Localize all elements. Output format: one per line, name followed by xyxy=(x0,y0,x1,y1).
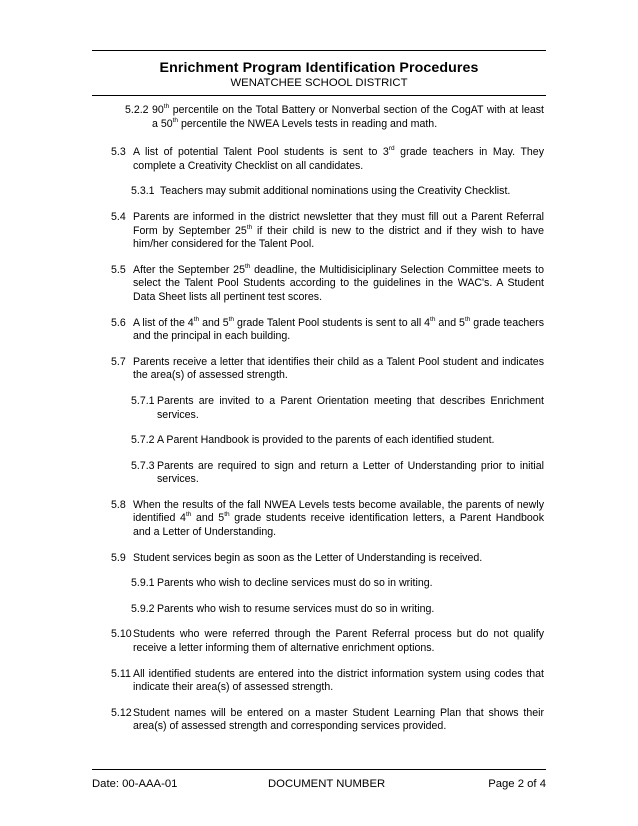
item-number: 5.3 xyxy=(111,146,126,159)
item-number: 5.2.2 xyxy=(125,104,149,116)
list-item xyxy=(111,668,544,695)
item-number: 5.7 xyxy=(111,355,126,368)
item-text: A Parent Handbook is provided to the parents of each identified student. xyxy=(157,434,495,447)
footer-rule xyxy=(92,769,546,770)
list-item xyxy=(111,356,544,383)
list-item xyxy=(111,104,544,131)
document-subtitle: WENATCHEE SCHOOL DISTRICT xyxy=(230,77,408,89)
document-title: Enrichment Program Identification Procedures xyxy=(159,60,479,76)
item-text: Parents who wish to resume services must do so in writing. xyxy=(157,602,435,615)
item-text: Student names will be entered on a master Student Learning Plan that shows their area(s) of assessed strength and corresponding services provided. xyxy=(133,706,544,733)
item-text: Students who were referred through the Parent Referral process but do not qualify receive a letter informing them of alternative enrichment options. xyxy=(133,628,544,655)
footer-page-number: Page 2 of 4 xyxy=(488,778,546,790)
list-item xyxy=(111,628,544,655)
list-item xyxy=(111,552,544,566)
list-item xyxy=(111,395,544,422)
list-item xyxy=(111,460,544,487)
item-text: Parents are informed in the district newsletter that they must fill out a Parent Referral Form by September 25th if their child is new to the district and if they wish to have him/her considered for the Talent Pool. xyxy=(133,210,544,251)
item-text: When the results of the fall NWEA Levels tests become available, the parents of newly identified 4th and 5th grade students receive identification letters, a Parent Handbook and a Letter of Understanding. xyxy=(133,498,544,539)
item-text: A list of the 4th and 5th grade Talent Pool students is sent to all 4th and 5th grade teachers and the principal in each building. xyxy=(133,315,544,343)
item-number: 5.9.2 xyxy=(131,602,155,615)
list-item xyxy=(111,211,544,252)
item-text: Parents are invited to a Parent Orientation meeting that describes Enrichment services. xyxy=(157,394,544,421)
list-item xyxy=(111,264,544,305)
list-item xyxy=(111,499,544,540)
list-item xyxy=(111,707,544,734)
item-number: 5.7.3 xyxy=(131,459,155,472)
item-number: 5.8 xyxy=(111,498,126,511)
list-item xyxy=(111,317,544,344)
item-number: 5.3.1 xyxy=(131,185,155,198)
item-number: 5.7.2 xyxy=(131,434,155,447)
header-top-rule xyxy=(92,50,546,51)
list-item xyxy=(111,603,544,617)
item-text: A list of potential Talent Pool students is sent to 3rd grade teachers in May. They complete a Creativity Checklist on all candidates. xyxy=(133,145,544,172)
item-text: Parents receive a letter that identifies their child as a Talent Pool student and indicates the area(s) of assessed strength. xyxy=(133,355,544,382)
item-text: After the September 25th deadline, the Multidisiciplinary Selection Committee meets to select the Talent Pool Students according to the guidelines in the WAC's. A Student Data Sheet lists all pertinent test scores. xyxy=(133,262,544,303)
header-bottom-rule xyxy=(92,95,546,96)
list-item xyxy=(111,577,544,591)
item-text: 90th percentile on the Total Battery or Nonverbal section of the CogAT with at least a 50th percentile the NWEA Levels tests in reading and math. xyxy=(152,103,544,130)
item-number: 5.7.1 xyxy=(131,394,155,407)
item-number: 5.6 xyxy=(111,316,126,329)
item-number: 5.10 xyxy=(111,628,132,641)
item-text: Parents are required to sign and return a Letter of Understanding prior to initial services. xyxy=(157,459,544,486)
item-number: 5.5 xyxy=(111,263,126,276)
list-item xyxy=(111,185,544,199)
item-number: 5.11 xyxy=(111,667,131,680)
item-number: 5.9 xyxy=(111,551,126,564)
item-number: 5.9.1 xyxy=(131,577,155,590)
item-number: 5.12 xyxy=(111,706,132,719)
footer-document-number: DOCUMENT NUMBER xyxy=(268,778,386,790)
procedure-list xyxy=(111,104,544,746)
item-text: Teachers may submit additional nominations using the Creativity Checklist. xyxy=(160,185,511,198)
item-text: Student services begin as soon as the Letter of Understanding is received. xyxy=(133,551,483,564)
item-text: Parents who wish to decline services must do so in writing. xyxy=(157,577,433,590)
list-item xyxy=(111,146,544,173)
page-footer xyxy=(92,778,546,790)
item-number: 5.4 xyxy=(111,210,126,223)
list-item xyxy=(111,434,544,448)
footer-date: Date: 00-AAA-01 xyxy=(92,778,178,790)
item-text: All identified students are entered into the district information system using codes that indicate their area(s) of assessed strength. xyxy=(133,667,544,694)
